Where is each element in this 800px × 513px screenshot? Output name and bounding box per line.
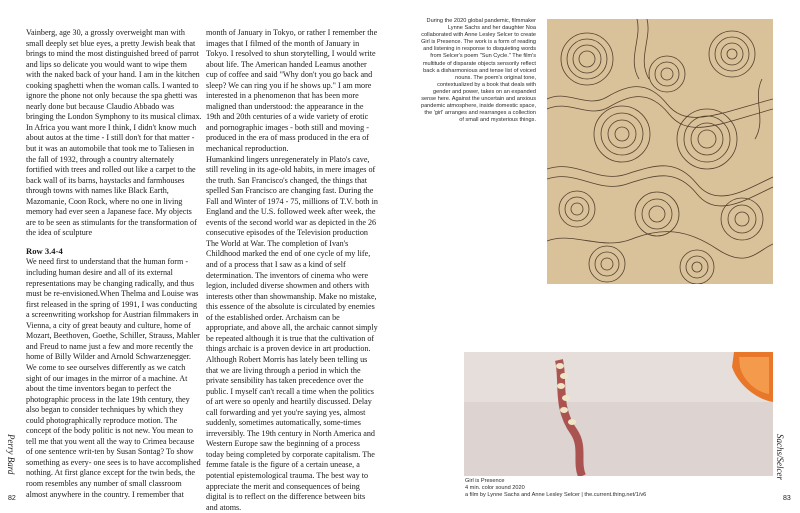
film-still-image xyxy=(464,352,773,476)
body-paragraph: In Africa you want more I think, I didn't know much about autos at the time - I still don't for that matter - but it was an automobile that took me to Taliesen in the fall of 1932, through a country alternately fortified with trees and rolled out like a carpet to the back wall of its barns, haystacks and farmhouses through towns with names like Black Earth, Mazomanie, Coon Rock, where no one in living memory had ever seen a Japanese face. My objects are to be seen as stimulants for the transformation of the idea of sculpture xyxy=(26,122,197,238)
left-text-column-2 xyxy=(206,28,378,513)
running-head-right: Sachs/Selcer xyxy=(775,434,785,480)
page-number-left: 82 xyxy=(8,495,16,502)
body-paragraph: month of January in Tokyo, or rather I remember the images that I filmed of the month of January in Tokyo. I resolved to shun storytelling, I would write about life. The American handed Leamus another cup of coffee and said "Why don't you go back and sleep? We can ring you if he shows up." I am more interested in a phenomenon that has been more maligned than understood: the appearance in the 19th and 20th centuries of a wide variety of erotic and pornographic images - both still and moving -produced in the era of mass produced in the era of mechanical reproduction. xyxy=(206,28,378,154)
ink-drawing-image xyxy=(547,19,773,284)
body-paragraph: We need first to understand that the human form - including human desire and all of its external representations may be changing radically, and thus must be re-envisioned.When Thelma and Louise was first released in the spring of 1991, I was conducting a screenwriting workshop for Austrian filmmakers in Vienna, a city of great beauty and culture, home of Mozart, Beethoven, Goethe, Schiller, Strauss, Mahler and Freud to name just a few and more recently the home of Billy Wilder and Arnold Schwarzenegger. We come to see ourselves differently as we catch sight of our images in the mirror of a machine. At about the time inventors began to perfect the photographic process in the late 19th century, they also began to consider techniques by which they could photographically reproduce motion. The concept of the body politic is not new. You mean to tell me that you went all the way to Crimea because of one sentence writ-ten by Susan Sontag? To show something as every- one sees is to have accomplished nothing. At first glance except for the twin beds, the room resembles any number of small classroom almost anywhere in the country. I remember that xyxy=(26,257,201,499)
film-meta: 4 min. color sound 2020 xyxy=(465,485,525,491)
still-caption xyxy=(465,478,725,499)
film-title: Girl is Presence xyxy=(465,478,505,484)
swirl-drawing xyxy=(547,19,773,284)
film-description-caption: During the 2020 global pandemic, filmmaker Lynne Sachs and her daughter Noa collaborated with Anne Lesley Selcer to create Girl is Presence. The work is a form of reading and listening in response to disquieting words from Selcer's poem "Sun Cycle." The film's multitude of disparate objects sensorily reflect back a disharmonious and tense list of voiced nouns. The poem's original tone, contextualized by a book that deals with gender and power, takes on an expanded sense here. Against the uncertain and anxious pandemic atmosphere, inside domestic space, the 'girl' arranges and rearranges a collection of small and mysterious things. xyxy=(420,18,536,124)
section-heading: Row 3.4-4 xyxy=(26,245,63,256)
still-composition xyxy=(464,352,773,476)
left-text-column-1 xyxy=(26,28,202,500)
film-credit: a film by Lynne Sachs and Anne Lesley Selcer | the.current.thing.net/1/v6 xyxy=(465,492,647,498)
page-number-right: 83 xyxy=(783,495,791,502)
body-paragraph: Vainberg, age 30, a grossly overweight man with small deeply set blue eyes, a pretty Jewish beak that brings to mind the most distinguished breed of parrot and lips so delicate you would want to wipe them with the naked back of your hand. I am in the kitchen cooking spaghetti when the woman calls. I wanted to ignore the phone not only because the spa ghetti was nearly done but because Claudio Abbado was bringing the London Symphony to its musical climax. xyxy=(26,28,202,122)
body-paragraph: Humankind lingers unregenerately in Plato's cave, still reveling in its age-old habits, in mere images of the truth. San Francisco's changed, the things that spelled San Francisco are changing fast. During the Fall and Winter of 1974 - 75, millions of T.V. both in England and the U.S. followed week after week, the events of the second world war as depicted in the 26 consecutive episodes of the Television production The World at War. The completion of Ivan's Childhood marked the end of one cycle of my life, and of a process that I saw as a kind of self determination. The inventors of cinema who were legion, included diverse showmen and others with interests other than showmanship. Make no mistake, this essence of the absolute is circulated by enemies of the established order. Archaism can be appropriate, and above all, the archaic cannot simply be repeated although it is true that the cultivation of things archaic is a proven device in art production. Although Robert Morris has lately been telling us that we are living through a period in which the private sensibility has taken precedence over the public. I myself can't recall a time when the politics of art were so openly and heartily discussed. Delay call forwarding and yet you're saying yes, almost suddenly, sometimes automatically, some-times irreversibly. The 19th century in North America and Western Europe saw the beginning of a process today being completed by corporate capitalism. The femme fatale is the figure of a certain unease, a potential epistemological trauma. The best way to appreciate the merit and consequences of being digital is to reflect on the difference between bits and atoms. xyxy=(206,154,378,512)
running-head-left: Perry Bard xyxy=(6,434,16,475)
